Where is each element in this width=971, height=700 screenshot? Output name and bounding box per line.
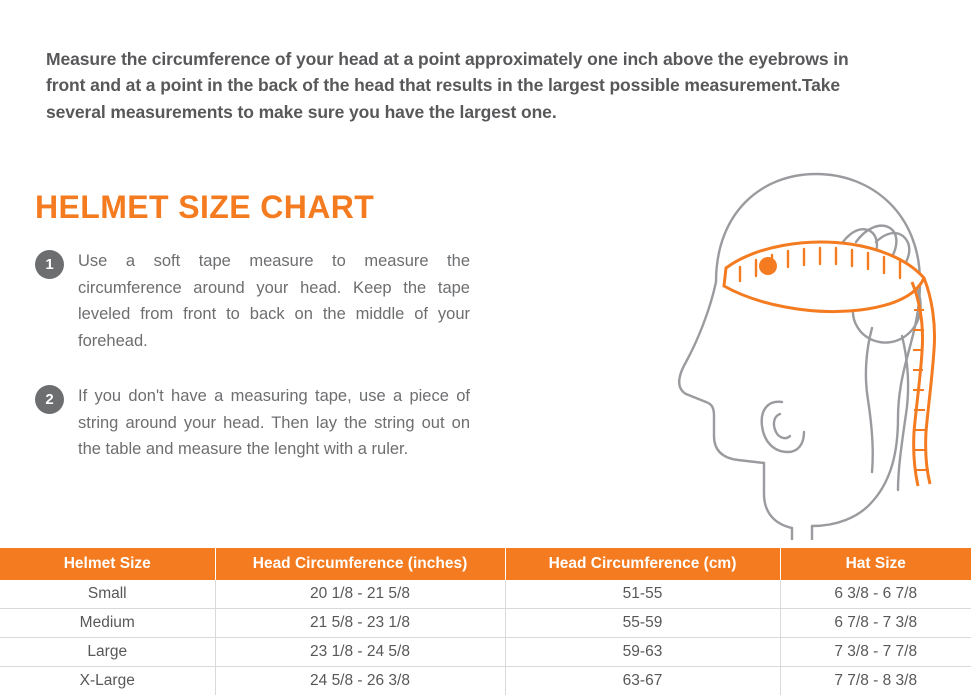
- cell-circumference-cm: 51-55: [505, 580, 780, 609]
- step-text: Use a soft tape measure to measure the circumference around your head. Keep the tape leveled from front to back on the middle of your forehead.: [78, 252, 470, 351]
- cell-circumference-inches: 21 5/8 - 23 1/8: [215, 609, 505, 638]
- size-table-container: [0, 548, 971, 695]
- cell-helmet-size: Small: [0, 580, 215, 609]
- column-header-circumference-cm: Head Circumference (cm): [505, 548, 780, 580]
- step-number-badge: 1: [35, 250, 64, 279]
- cell-circumference-cm: 59-63: [505, 638, 780, 667]
- page-title: HELMET SIZE CHART: [35, 189, 375, 226]
- cell-helmet-size: Medium: [0, 609, 215, 638]
- head-measuring-illustration: [520, 150, 960, 540]
- cell-circumference-cm: 55-59: [505, 609, 780, 638]
- cell-helmet-size: X-Large: [0, 667, 215, 696]
- column-header-hat-size: Hat Size: [780, 548, 971, 580]
- cell-helmet-size: Large: [0, 638, 215, 667]
- table-header-row: [0, 548, 971, 580]
- column-header-helmet-size: Helmet Size: [0, 548, 215, 580]
- column-header-circumference-inches: Head Circumference (inches): [215, 548, 505, 580]
- table-row: [0, 638, 971, 667]
- cell-hat-size: 6 7/8 - 7 3/8: [780, 609, 971, 638]
- intro-paragraph: Measure the circumference of your head at a point approximately one inch above the eyebrows in front and at a point in the back of the head that results in the largest possible measurement.Take several measurements to make sure you have the largest one.: [46, 48, 849, 122]
- cell-hat-size: 6 3/8 - 6 7/8: [780, 580, 971, 609]
- cell-circumference-inches: 23 1/8 - 24 5/8: [215, 638, 505, 667]
- table-row: [0, 667, 971, 696]
- step-text: If you don't have a measuring tape, use a piece of string around your head. Then lay the string out on the table and measure the lenght with a ruler.: [78, 386, 470, 459]
- table-row: [0, 580, 971, 609]
- cell-circumference-inches: 24 5/8 - 26 3/8: [215, 667, 505, 696]
- cell-circumference-inches: 20 1/8 - 21 5/8: [215, 580, 505, 609]
- cell-hat-size: 7 3/8 - 7 7/8: [780, 638, 971, 667]
- list-item: [35, 248, 505, 355]
- instruction-steps: [35, 248, 505, 491]
- table-row: [0, 609, 971, 638]
- list-item: [35, 383, 505, 463]
- cell-circumference-cm: 63-67: [505, 667, 780, 696]
- step-number-badge: 2: [35, 385, 64, 414]
- cell-hat-size: 7 7/8 - 8 3/8: [780, 667, 971, 696]
- helmet-size-table: [0, 548, 971, 695]
